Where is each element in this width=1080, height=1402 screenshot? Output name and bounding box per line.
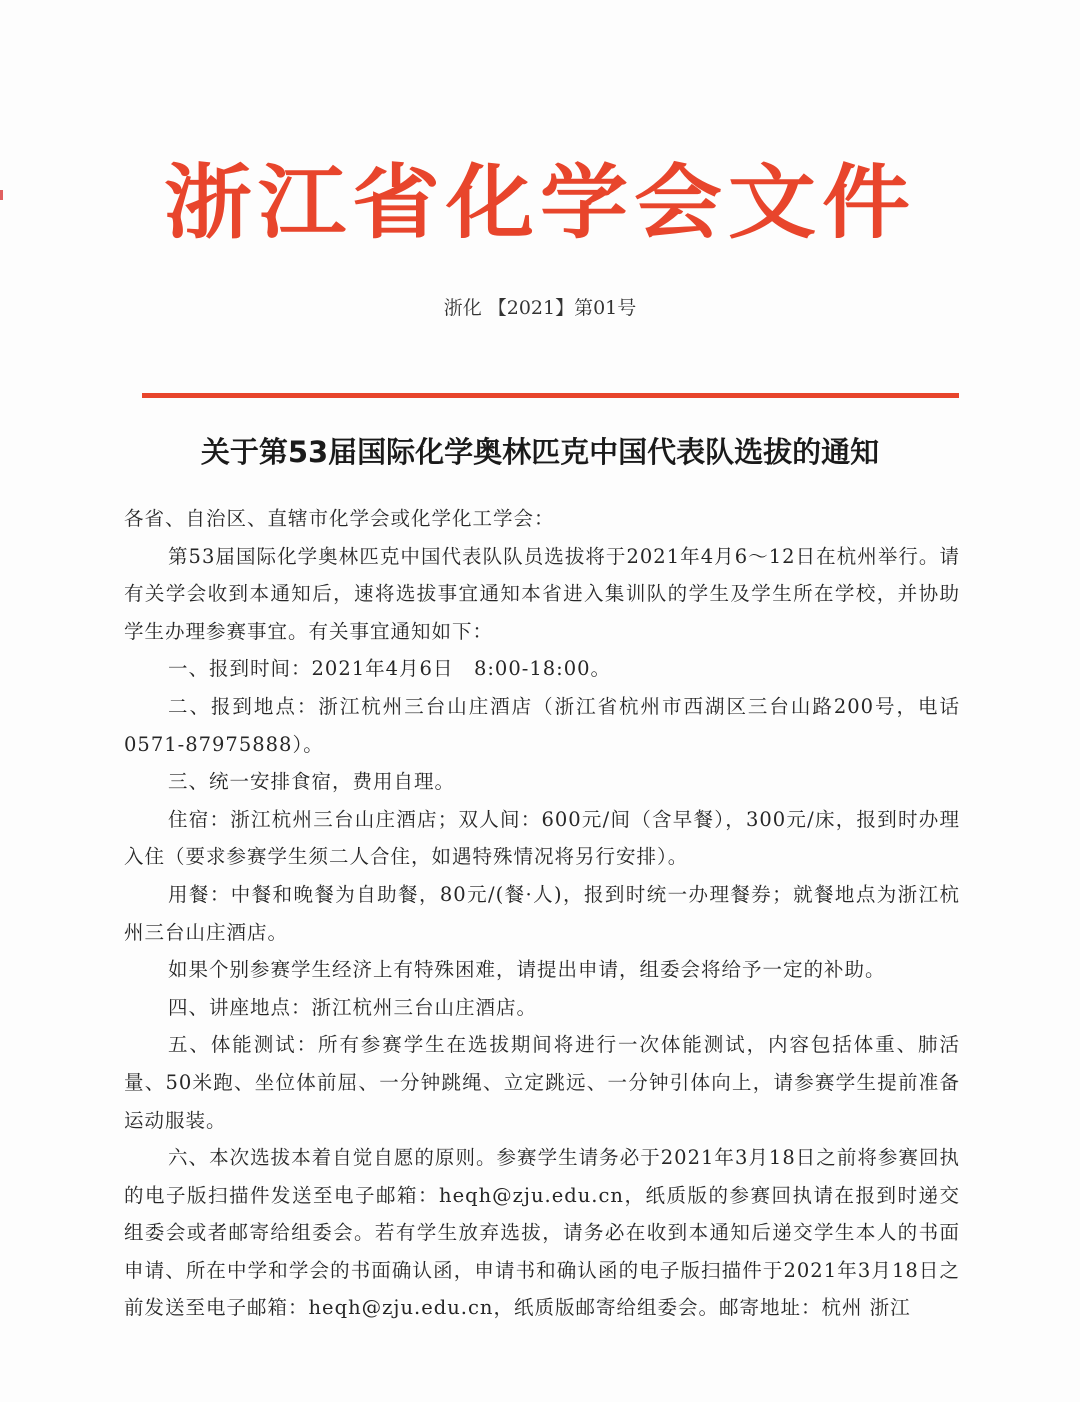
salutation: 各省、自治区、直辖市化学会或化学化工学会： xyxy=(124,507,555,530)
item-lecture-location: 四、讲座地点：浙江杭州三台山庄酒店。 xyxy=(168,995,538,1019)
item-registration-location: 二、报到地点：浙江杭州三台山庄酒店（浙江省杭州市西湖区三台山路200号，电话0571-87975888）。 xyxy=(124,694,960,756)
item-fitness-test: 五、体能测试：所有参赛学生在选拔期间将进行一次体能测试，内容包括体重、肺活量、50米跑、坐位体前屈、一分钟跳绳、立定跳远、一分钟引体向上，请参赛学生提前准备运动服装。 xyxy=(124,1033,960,1132)
item-lodging-details: 住宿：浙江杭州三台山庄酒店；双人间：600元/间（含早餐），300元/床，报到时办理入住（要求参赛学生须二人合住，如遇特殊情况将另行安排）。 xyxy=(124,807,960,869)
item-meal-details: 用餐：中餐和晚餐为自助餐，80元/(餐·人)，报到时统一办理餐券；就餐地点为浙江杭州三台山庄酒店。 xyxy=(124,882,960,944)
item-registration-time: 一、报到时间：2021年4月6日 8:00-18:00。 xyxy=(168,657,612,681)
notice-body xyxy=(124,500,960,1327)
notice-title: 关于第53届国际化学奥林匹克中国代表队选拔的通知 xyxy=(200,435,880,469)
item-financial-aid: 如果个别参赛学生经济上有特殊困难，请提出申请，组委会将给予一定的补助。 xyxy=(168,958,886,982)
masthead-title: 浙江省化学会文件 xyxy=(163,155,916,250)
intro-paragraph: 第53届国际化学奥林匹克中国代表队队员选拔将于2021年4月6～12日在杭州举行。请有关学会收到本通知后，速将选拔事宜通知本省进入集训队的学生及学生所在学校，并协助学生办理参赛事宜。有关事宜通知如下： xyxy=(124,544,960,643)
item-accommodation-arrangement: 三、统一安排食宿，费用自理。 xyxy=(168,770,456,794)
document-number: 浙化 【2021】第01号 xyxy=(443,297,637,319)
item-voluntary-principle: 六、本次选拔本着自觉自愿的原则。参赛学生请务必于2021年3月18日之前将参赛回执的电子版扫描件发送至电子邮箱：heqh@zju.edu.cn，纸质版的参赛回执请在报到时递交组委会或者邮寄给组委会。若有学生放弃选拔，请务必在收到本通知后递交学生本人的书面申请、所在中学和学会的书面确认函，申请书和确认函的电子版扫描件于2021年3月18日之前发送至电子邮箱：heqh@zju.edu.cn，纸质版邮寄给组委会。邮寄地址：杭州 浙江 xyxy=(124,1146,960,1320)
red-divider-line xyxy=(142,393,959,398)
